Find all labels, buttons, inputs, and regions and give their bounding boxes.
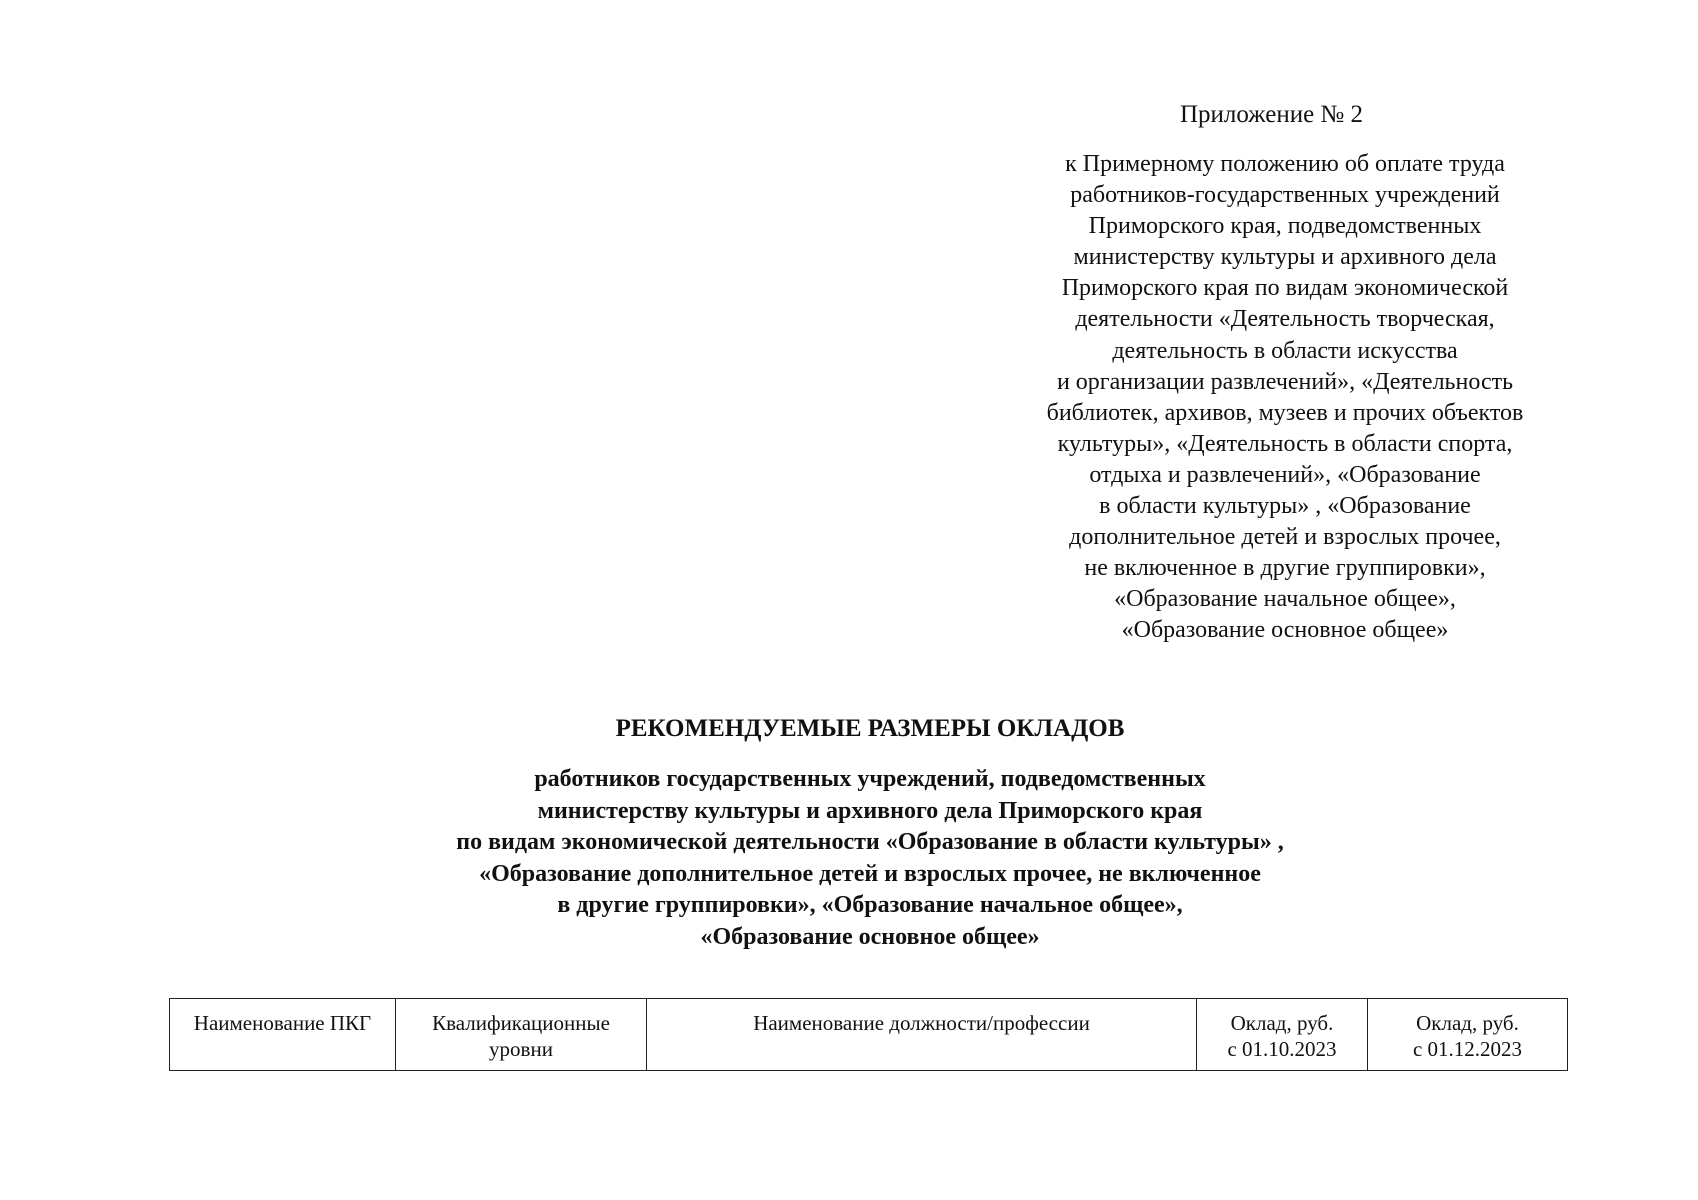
- appendix-reference-line: Приморского края по видам экономической: [1061, 275, 1509, 302]
- column-header-text: уровни: [489, 1037, 553, 1061]
- appendix-reference-line: к Примерному положению об оплате труда: [1065, 151, 1505, 177]
- document-subtitle: [380, 764, 1360, 953]
- column-header-salary-oct-2023: [1197, 999, 1368, 1071]
- appendix-reference-line: культуры», «Деятельность в области спорта,: [1057, 430, 1513, 457]
- salary-table: [169, 998, 1568, 1071]
- column-header-salary-dec-2023: [1368, 999, 1568, 1071]
- appendix-reference-line: в области культуры» , «Образование: [1099, 493, 1471, 520]
- appendix-reference-line: не включенное в другие группировки»,: [1084, 555, 1486, 582]
- appendix-reference-line: отдыха и развлечений», «Образование: [1089, 461, 1481, 488]
- column-header-text: Квалификационные: [432, 1011, 610, 1035]
- subtitle-line: министерству культуры и архивного дела Приморского края: [537, 797, 1203, 824]
- column-header-pkg-name: [170, 999, 396, 1071]
- column-header-position-name: [647, 999, 1197, 1071]
- subtitle-line: «Образование дополнительное детей и взрослых прочее, не включенное: [479, 860, 1261, 887]
- column-header-text: с 01.12.2023: [1412, 1037, 1523, 1061]
- table-header-row: [170, 999, 1568, 1071]
- subtitle-line: «Образование основное общее»: [700, 923, 1040, 950]
- appendix-reference-line: работников-государственных учреждений: [1070, 182, 1500, 209]
- appendix-reference-line: и организации развлечений», «Деятельность: [1056, 368, 1514, 395]
- document-title: РЕКОМЕНДУЕМЫЕ РАЗМЕРЫ ОКЛАДОВ: [615, 715, 1125, 742]
- subtitle-line: работников государственных учреждений, подведомственных: [534, 766, 1206, 792]
- appendix-reference: [1000, 149, 1570, 647]
- column-header-qualification-levels: [396, 999, 647, 1071]
- column-header-text: Оклад, руб.: [1416, 1011, 1519, 1035]
- appendix-label: Приложение № 2: [1180, 101, 1364, 128]
- column-header-text: Наименование ПКГ: [193, 1011, 372, 1035]
- appendix-reference-line: деятельности «Деятельность творческая,: [1075, 306, 1495, 333]
- appendix-reference-line: Приморского края, подведомственных: [1088, 213, 1482, 240]
- column-header-text: Наименование должности/профессии: [753, 1011, 1090, 1035]
- appendix-reference-line: библиотек, архивов, музеев и прочих объектов: [1046, 399, 1524, 426]
- appendix-reference-line: дополнительное детей и взрослых прочее,: [1069, 524, 1501, 551]
- subtitle-line: в другие группировки», «Образование начальное общее»,: [557, 892, 1183, 918]
- subtitle-line: по видам экономической деятельности «Образование в области культуры» ,: [456, 829, 1284, 855]
- appendix-reference-line: «Образование начальное общее»,: [1114, 586, 1456, 613]
- column-header-text: Оклад, руб.: [1230, 1011, 1334, 1035]
- appendix-reference-line: «Образование основное общее»: [1121, 617, 1449, 644]
- appendix-reference-line: министерству культуры и архивного дела: [1073, 244, 1497, 271]
- appendix-reference-line: деятельность в области искусства: [1112, 337, 1458, 364]
- column-header-text: с 01.10.2023: [1227, 1037, 1337, 1061]
